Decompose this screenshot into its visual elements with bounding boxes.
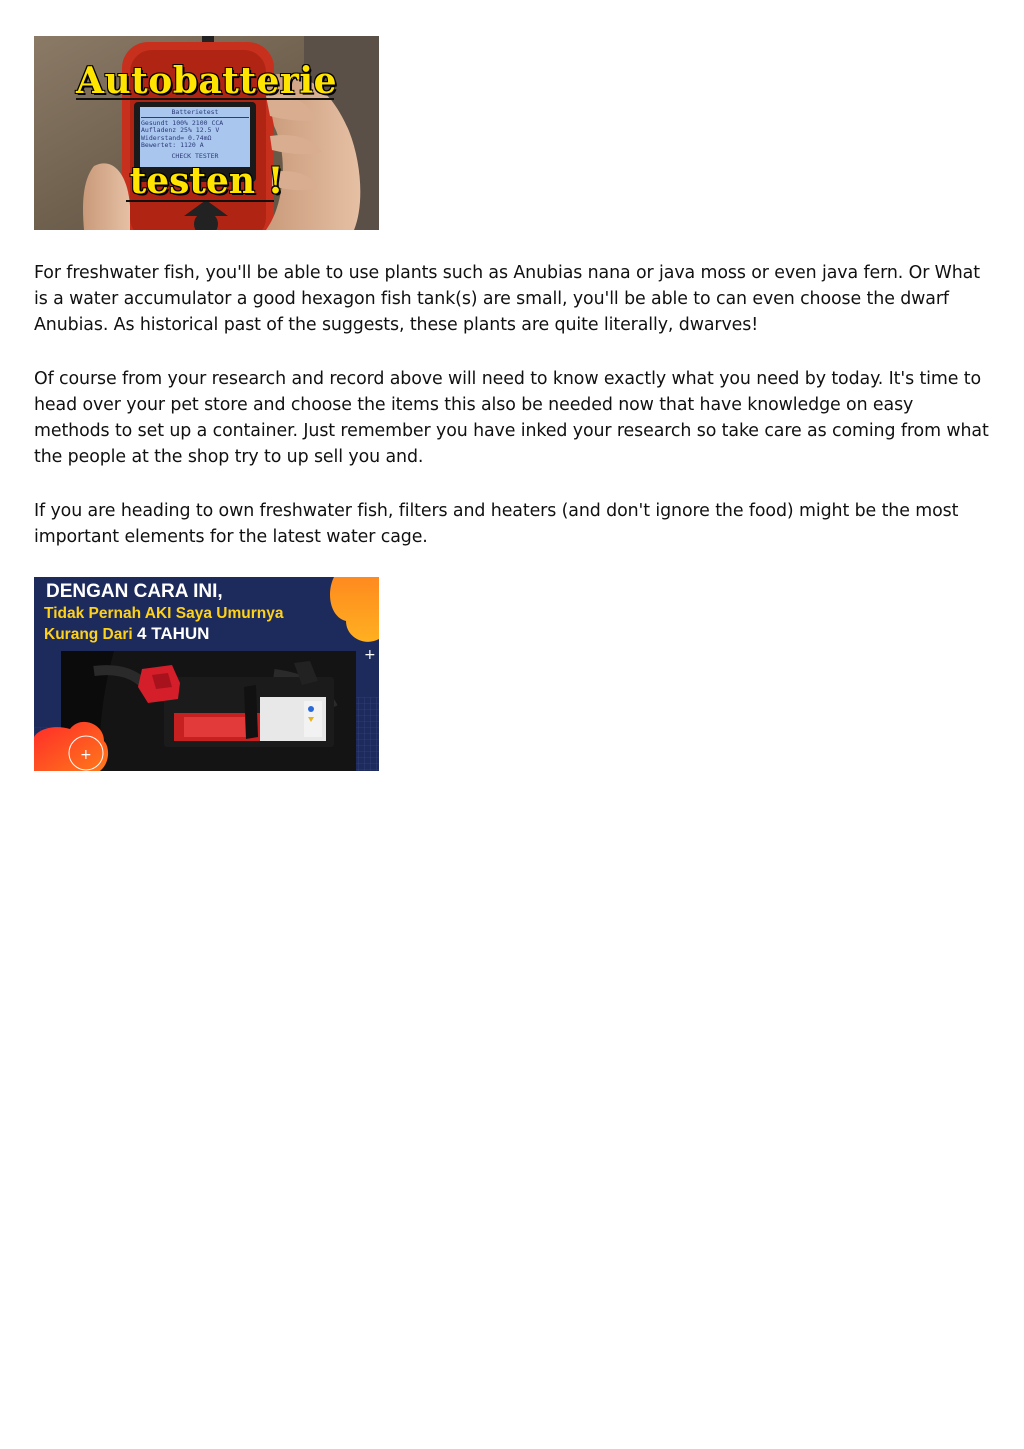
lcd-line: Gesundt 100% 2100 CCA [141, 118, 224, 127]
svg-text:+: + [80, 747, 92, 763]
banner-subline-2 [44, 624, 209, 644]
body-paragraph: If you are heading to own freshwater fish, filters and heaters (and don't ignore the food) might be the most important elements for the latest water cage. [34, 501, 959, 547]
svg-text:+: + [364, 647, 376, 663]
tester-lcd-screen [141, 109, 249, 165]
lcd-header: Batterietest [141, 109, 249, 118]
document-page [34, 36, 992, 771]
banner-highlight: 4 TAHUN [137, 624, 210, 643]
body-paragraph: For freshwater fish, you'll be able to use plants such as Anubias nana or java moss or even java fern. Or What is a water accumulator a good hexagon fish tank(s) are small, you'll be able to can even choose the dwarf Anubias. As historical past of the suggests, these plants are quite literally, dwarves! [34, 263, 980, 335]
lcd-line: Bewertet: 1120 A [141, 141, 204, 149]
lcd-line: Aufladenz 25% 12.5 V [141, 126, 220, 134]
car-battery-image [34, 577, 379, 771]
thumbnail-subtitle: testen ! [129, 160, 284, 202]
body-paragraph: Of course from your research and record above will need to know exactly what you need by today. It's time to head over your pet store and choose the items this also be needed now that have knowledge on easy methods to set up a container. Just remember you have inked your research so take care as coming from what the people at the shop try to up sell you and. [34, 369, 989, 467]
banner-subline: Tidak Pernah AKI Saya Umurnya [44, 605, 284, 622]
battery-tester-image [34, 36, 379, 230]
thumbnail-title: Autobatterie [76, 60, 337, 102]
lcd-line: Widerstand= 0.74mΩ [141, 133, 212, 142]
banner-prefix: Kurang Dari [44, 626, 133, 643]
banner-headline: DENGAN CARA INI, [46, 581, 223, 602]
lcd-footer: CHECK TESTER [171, 151, 219, 160]
